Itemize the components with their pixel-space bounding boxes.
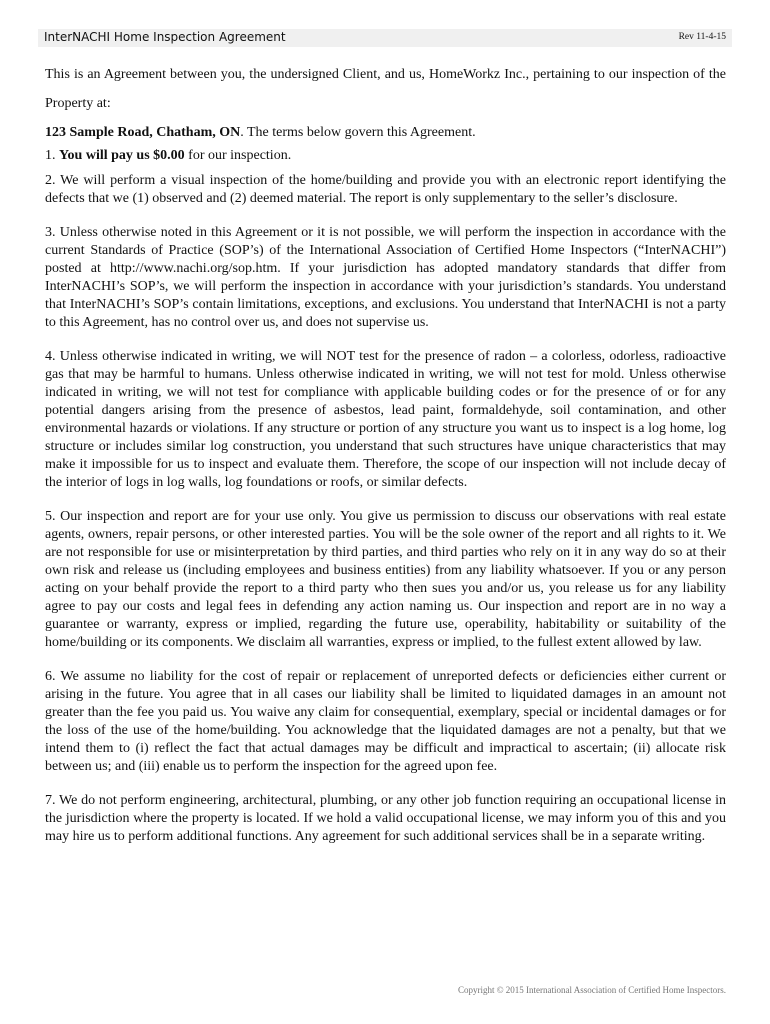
property-address-line [45,118,726,147]
intro-terms-text: . The terms below govern this Agreement. [240,125,476,140]
page-header [38,29,732,47]
copyright-footer: Copyright © 2015 International Association of Certified Home Inspectors. [457,985,726,995]
clause-3: 3. Unless otherwise noted in this Agreement or it is not possible, we will perform the inspection in accordance with the current Standards of Practice (SOP’s) of the International Association of Certified Home Inspectors (“InterNACHI”) posted at http://www.nachi.org/sop.htm. If your jurisdiction has adopted mandatory standards that differ from InterNACHI’s SOP’s, we will perform the inspection in accordance with your jurisdiction’s standards. You understand that InterNACHI’s SOP’s contain limitations, exceptions, and exclusions. You understand that InterNACHI is not a party to this Agreement, has no control over us, and does not supervise us. [45,225,726,330]
agreement-body [45,60,726,862]
clause-6: 6. We assume no liability for the cost of repair or replacement of unreported defects or deficiencies either current or arising in the future. You agree that in all cases our liability shall be limited to liquidated damages in an amount not greater than the fee you paid us. You waive any claim for consequential, exemplary, special or incidental damages or for the loss of the use of the home/building. You acknowledge that the liquidated damages are not a penalty, but that we intend them to (i) reflect the fact that actual damages may be difficult and impractical to ascertain; (ii) allocate risk between us; and (iii) enable us to perform the inspection for the agreed upon fee. [45,669,726,774]
document-title: InterNACHI Home Inspection Agreement [44,30,286,44]
intro-paragraph [45,60,726,118]
clause-1-fee: You will pay us $0.00 [59,148,185,163]
clause-1 [45,147,726,165]
clause-1-number: 1. [45,148,59,163]
clause-2: 2. We will perform a visual inspection of the home/building and provide you with an electronic report identifying the defects that we (1) observed and (2) deemed material. The report is only supplementary to the seller’s disclosure. [45,173,726,206]
revision-label: Rev 11-4-15 [678,32,726,42]
intro-text: This is an Agreement between you, the undersigned Client, and us, HomeWorkz Inc., pertaining to our inspection of the Property at: [45,67,726,111]
clause-5: 5. Our inspection and report are for your use only. You give us permission to discuss our observations with real estate agents, owners, repair persons, or other interested parties. You will be the sole owner of the report and all rights to it. We are not responsible for use or misinterpretation by third parties, and third parties who rely on it in any way do so at their own risk and release us (including employees and business entities) from any liability whatsoever. If you or any person acting on your behalf provide the report to a third party who then sues you and/or us, you release us for any liability agree to pay our costs and legal fees in defending any action naming us. Our inspection and report are in no way a guarantee or warranty, express or implied, regarding the future use, operability, habitability or suitability of the home/building or its components. We disclaim all warranties, express or implied, to the fullest extent allowed by law. [45,509,726,650]
property-address: 123 Sample Road, Chatham, ON [45,125,241,140]
clause-4: 4. Unless otherwise indicated in writing, we will NOT test for the presence of radon – a colorless, odorless, radioactive gas that may be harmful to humans. Unless otherwise indicated in writing, we will not test for mold. Unless otherwise indicated in writing, we will not test for compliance with applicable building codes or for the presence of or for any potential dangers arising from the presence of asbestos, lead paint, formaldehyde, soil contamination, and other environmental hazards or violations. If any structure or portion of any structure you want us to inspect is a log home, log structure or includes similar log construction, you understand that such structures have unique characteristics that may make it impossible for us to inspect and evaluate them. Therefore, the scope of our inspection will not include decay of the interior of logs in log walls, log foundations or roofs, or similar defects. [45,349,726,490]
clause-7: 7. We do not perform engineering, architectural, plumbing, or any other job function requiring an occupational license in the jurisdiction where the property is located. If we hold a valid occupational license, we may inform you of this and you may hire us to perform additional functions. Any agreement for such additional services shall be in a separate writing. [45,793,726,844]
clause-1-tail: for our inspection. [184,148,292,163]
